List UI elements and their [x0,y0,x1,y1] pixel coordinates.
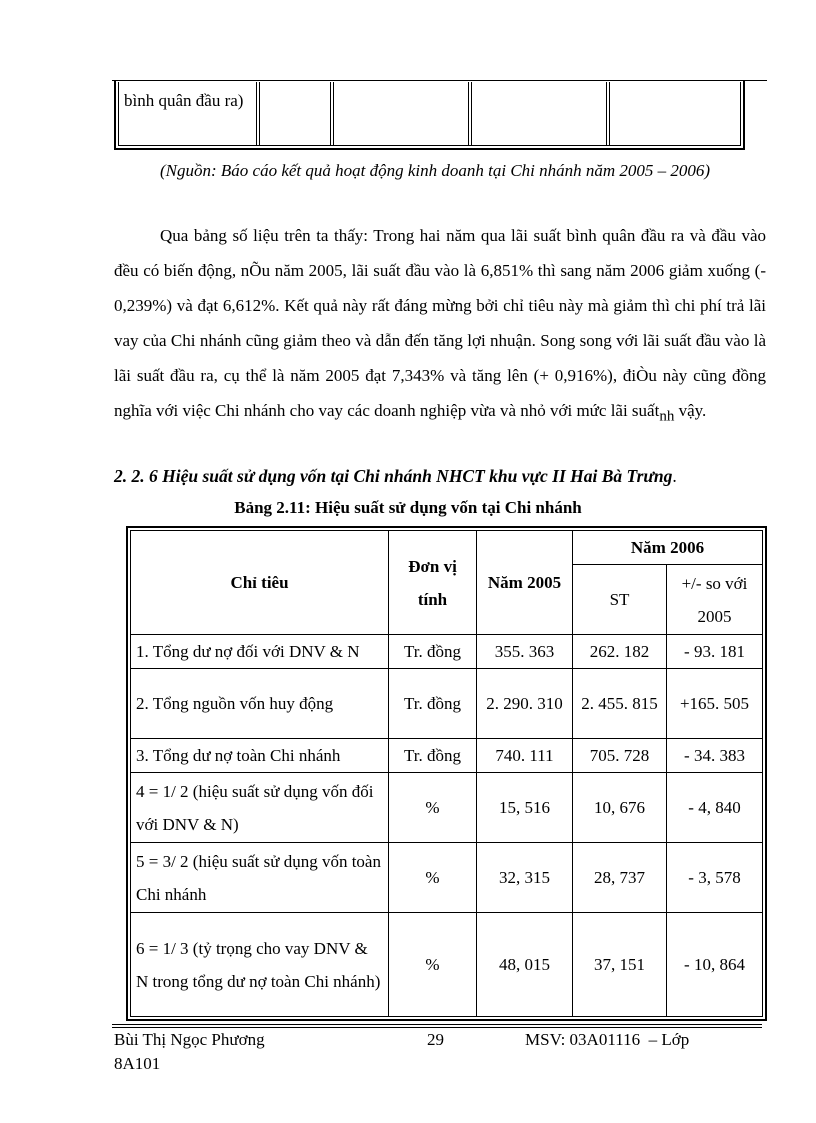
row-diff: +165. 505 [667,669,763,739]
header-st: ST [573,565,667,635]
row-st: 28, 737 [573,843,667,913]
row-unit: Tr. đồng [389,739,477,773]
header-unit: Đơn vị tính [389,531,477,635]
row-2005: 2. 290. 310 [477,669,573,739]
header-year-2005: Năm 2005 [477,531,573,635]
row-2005: 32, 315 [477,843,573,913]
row-unit: % [389,773,477,843]
footer-rule [112,1024,762,1025]
row-st: 2. 455. 815 [573,669,667,739]
row-criteria: 1. Tổng dư nợ đối với DNV & N [131,635,389,669]
header-criteria: Chỉ tiêu [131,531,389,635]
section-heading-period: . [672,466,677,486]
row-diff: - 34. 383 [667,739,763,773]
row-diff: - 4, 840 [667,773,763,843]
paragraph-text: Qua bảng số liệu trên ta thấy: Trong hai năm qua lãi suất bình quân đầu ra và đầu vào đều có biến động, nÕu năm 2005, lãi suất đầu vào là 6,851% thì sang năm 2006 giảm xuống (- 0,239%) và đạt 6,612%. Kết quả này rất đáng mừng bởi chỉ tiêu này mà giảm thì chi phí trả lãi vay của Chi nhánh cũng giảm theo và dẫn đến tăng lợi nhuận. Song song với lãi suất đầu vào là lãi suất đầu ra, cụ thể là năm 2005 đạt 7,343% và tăng lên (+ 0,916%), điÒu này cũng đồng nghĩa với việc Chi nhánh cho vay các doanh nghiệp vừa và nhỏ với mức lãi suất [114,226,766,420]
row-2005: 355. 363 [477,635,573,669]
row-criteria: 3. Tổng dư nợ toàn Chi nhánh [131,739,389,773]
row-2005: 48, 015 [477,913,573,1017]
header-year-2006: Năm 2006 [573,531,763,565]
fragment-col-divider [259,82,260,145]
row-st: 10, 676 [573,773,667,843]
section-heading-text: 2. 2. 6 Hiệu suất sử dụng vốn tại Chi nhánh NHCT khu vực II Hai Bà Trưng [114,466,673,486]
row-criteria: 5 = 3/ 2 (hiệu suất sử dụng vốn toàn Chi nhánh [131,843,389,913]
fragment-cell-text: bình quân đầu ra) [124,91,244,110]
paragraph-subscript: nh [659,408,675,425]
source-note: (Nguồn: Báo cáo kết quả hoạt động kinh doanh tại Chi nhánh năm 2005 – 2006) [160,161,711,180]
table-row [131,635,763,669]
fragment-col-divider [468,82,469,145]
row-2005: 15, 516 [477,773,573,843]
row-criteria: 2. Tổng nguồn vốn huy động [131,669,389,739]
fragment-col-divider [330,82,331,145]
body-paragraph [114,218,766,434]
row-unit: % [389,843,477,913]
row-st: 262. 182 [573,635,667,669]
fragment-col-divider [333,82,334,145]
table-row [131,843,763,913]
row-diff: - 10, 864 [667,913,763,1017]
row-unit: % [389,913,477,1017]
row-diff: - 3, 578 [667,843,763,913]
header-diff: +/- so với 2005 [667,565,763,635]
row-criteria: 4 = 1/ 2 (hiệu suất sử dụng vốn đối với DNV & N) [131,773,389,843]
table-row [131,773,763,843]
row-criteria: 6 = 1/ 3 (tỷ trọng cho vay DNV & N trong tổng dư nợ toàn Chi nhánh) [131,913,389,1017]
table-caption: Bảng 2.11: Hiệu suất sử dụng vốn tại Chi nhánh [234,498,582,517]
header-row [131,531,763,565]
row-st: 37, 151 [573,913,667,1017]
row-unit: Tr. đồng [389,635,477,669]
row-unit: Tr. đồng [389,669,477,739]
fragment-col-divider [606,82,607,145]
row-diff: - 93. 181 [667,635,763,669]
footer-class: 8A101 [114,1054,161,1073]
fragment-col-divider [256,82,257,145]
section-heading [114,466,677,487]
footer-msv: MSV: 03A01116 – Lớp [525,1030,690,1049]
fragment-col-divider [609,82,610,145]
previous-table-fragment [114,80,745,150]
table-row [131,669,763,739]
row-2005: 740. 111 [477,739,573,773]
paragraph-end: vậy. [674,401,707,420]
footer-page-number: 29 [427,1030,444,1049]
capital-efficiency-table [130,530,763,1017]
row-st: 705. 728 [573,739,667,773]
fragment-col-divider [471,82,472,145]
table-row [131,913,763,1017]
footer-author: Bùi Thị Ngọc Phương [114,1030,265,1049]
table-row [131,739,763,773]
